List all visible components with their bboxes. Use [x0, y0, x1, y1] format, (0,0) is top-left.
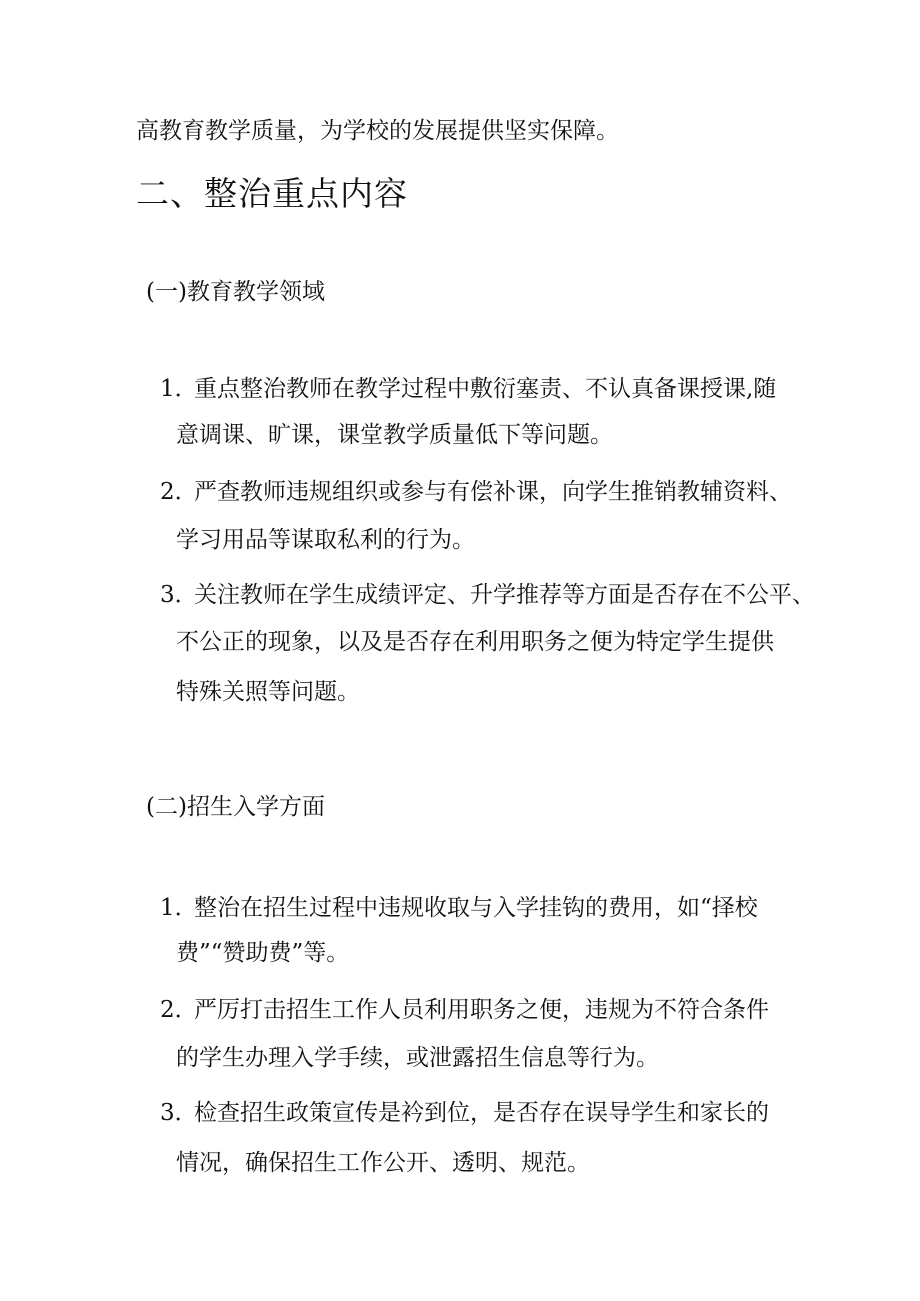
section1-item3-line3: 特殊关照等问题。	[176, 679, 360, 705]
section1-item2-line1: 严查教师违规组织或参与有偿补课，向学生推销教辅资料、	[194, 479, 792, 505]
section2-item1-line1: 整治在招生过程中违规收取与入学挂钩的费用，如“择校	[194, 895, 758, 921]
section2-item2-number: 2．	[160, 997, 198, 1023]
section1-item3-line1: 关注教师在学生成绩评定、升学推荐等方面是否存在不公平、	[194, 582, 815, 608]
section1-item3-number: 3．	[160, 582, 198, 608]
section1-title: (一)教育教学领域	[146, 279, 325, 305]
section2-item3-line2: 情况，确保招生工作公开、透明、规范。	[176, 1150, 590, 1176]
section1-item1-line2: 意调课、旷课，课堂教学质量低下等问题。	[176, 422, 613, 448]
section1-item2-number: 2．	[160, 479, 198, 505]
section1-item1-number: 1．	[160, 376, 198, 402]
intro-line: 高教育教学质量，为学校的发展提供坚实保障。	[136, 118, 619, 144]
section2-item3-line1: 检查招生政策宣传是衿到位，是否存在误导学生和家长的	[194, 1100, 769, 1126]
section2-item2-line2: 的学生办理入学手续，或泄露招生信息等行为。	[176, 1045, 659, 1071]
section2-item3-number: 3．	[160, 1100, 198, 1126]
section1-item1-line1: 重点整治教师在教学过程中敷衍塞责、不认真备课授课,随	[194, 376, 777, 402]
section-heading: 二、整治重点内容	[136, 174, 408, 213]
section1-item3-line2: 不公正的现象，以及是否存在利用职务之便为特定学生提供	[176, 629, 774, 655]
section2-item1-line2: 费”“赞助费”等。	[176, 940, 350, 966]
section2-title: (二)招生入学方面	[146, 794, 325, 820]
section1-item2-line2: 学习用品等谋取私利的行为。	[176, 527, 475, 553]
section2-item2-line1: 严厉打击招生工作人员利用职务之便，违规为不符合条件	[194, 997, 769, 1023]
section2-item1-number: 1．	[160, 895, 198, 921]
